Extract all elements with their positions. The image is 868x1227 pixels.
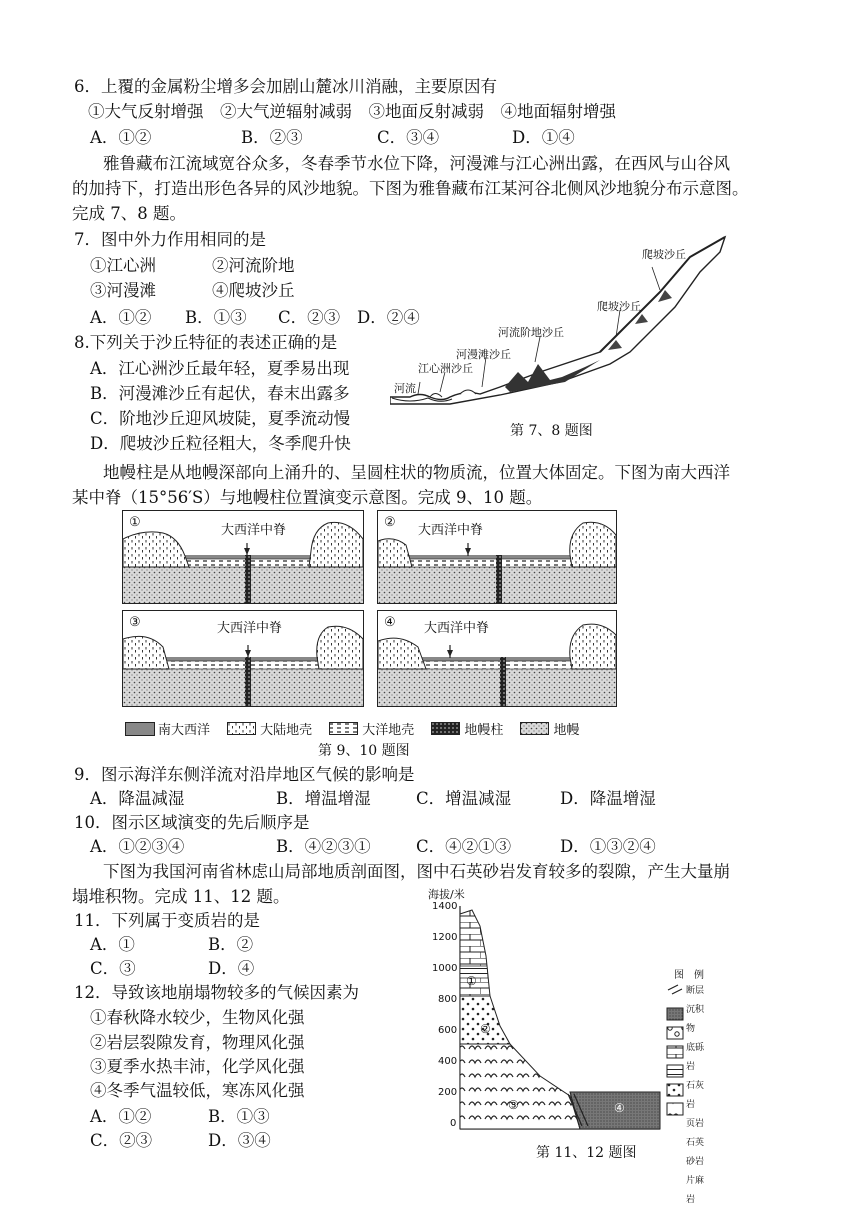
legend-swatch-continental (227, 722, 257, 736)
q7-option-b: B．①③ (185, 308, 247, 327)
intro78-line1: 雅鲁藏布江流域宽谷众多，冬春季节水位下降，河漫滩与江心洲出露，在西风与山谷风 (103, 154, 730, 173)
q9-option-d: D．降温增湿 (560, 789, 656, 808)
fig1112-marker-3: ③ (508, 1098, 519, 1112)
fig910-panel-2-num: ② (384, 515, 396, 530)
q12-item-3: ③夏季水热丰沛，化学风化强 (90, 1057, 305, 1076)
intro78-line2: 的加持下，打造出形色各异的风沙地貌。下图为雅鲁藏布江某河谷北侧风沙地貌分布示意图。 (72, 179, 749, 198)
fig910-panel-2 (377, 510, 617, 604)
legend-swatch-ocean (125, 722, 155, 736)
fig910-panel-4 (377, 610, 617, 707)
fig1112-ytick-0: 0 (450, 1118, 457, 1129)
q7-option-d: D．②④ (357, 308, 420, 327)
fig1112-ytick-1000: 1000 (432, 963, 458, 974)
intro910-line2: 某中脊（15°56′S）与地幔柱位置演变示意图。完成 9、10 题。 (72, 488, 543, 507)
q7-option-c: C．②③ (278, 308, 341, 327)
fig1112-marker-4: ④ (614, 1101, 625, 1115)
fig1112-ylabel: 海拔/米 (428, 888, 465, 901)
fig910-panel-4-title: 大西洋中脊 (424, 621, 490, 636)
legend-swatch-limestone (667, 1046, 683, 1058)
q12-stem: 12．导致该地崩塌物较多的气候因素为 (74, 983, 359, 1002)
fig1112-ytick-1200: 1200 (432, 932, 458, 943)
fig1112-ytick-200: 200 (438, 1087, 458, 1098)
fig1112-legend-title: 图 例 (674, 970, 704, 981)
legend-sandstone: 石英砂岩 (686, 1138, 705, 1167)
legend-plume: 地幔柱 (464, 723, 504, 738)
q8-stem: 8.下列关于沙丘特征的表述正确的是 (74, 333, 338, 352)
q8-option-b: B．河漫滩沙丘有起伏，春末出露多 (90, 384, 350, 403)
fig910-panel-2-title: 大西洋中脊 (418, 523, 484, 538)
fig910-panel-1-title: 大西洋中脊 (221, 523, 287, 538)
fig78-caption: 第 7、8 题图 (510, 423, 593, 439)
fig910-panel-4-num: ④ (384, 615, 396, 630)
q11-option-d: D．④ (208, 959, 255, 978)
q10-option-d: D．①③②④ (560, 837, 656, 856)
fig1112-ytick-800: 800 (438, 994, 458, 1005)
q10-option-b: B．④②③① (276, 837, 371, 856)
q6-stem: 6．上覆的金属粉尘增多会加剧山麓冰川消融，主要原因有 (74, 77, 497, 96)
legend-oceanic: 大洋地壳 (362, 723, 415, 738)
q11-stem: 11．下列属于变质岩的是 (74, 911, 260, 930)
fig1112-ytick-1400: 1400 (432, 901, 458, 912)
fig910-panel-3-num: ③ (129, 615, 141, 630)
fig1112-marker-1: ① (466, 974, 477, 988)
q12-item-2: ②岩层裂隙发育，物理风化强 (90, 1033, 305, 1052)
q12-option-b: B．①③ (208, 1107, 270, 1126)
legend-swatch-plume (431, 722, 461, 736)
q8-option-d: D．爬坡沙丘粒径粗大，冬季爬升快 (90, 434, 351, 453)
fig78-label-island: 江心洲沙丘 (418, 362, 473, 375)
legend-gneiss: 片麻岩 (686, 1176, 705, 1205)
fig910-legend (125, 718, 591, 738)
fig1112-marker-2: ② (480, 1022, 491, 1036)
fig910-panel-3-title: 大西洋中脊 (217, 621, 283, 636)
q7-stem: 7．图中外力作用相同的是 (74, 230, 266, 249)
q7-item-4: ④爬坡沙丘 (212, 281, 295, 300)
intro78-line3: 完成 7、8 题。 (72, 204, 186, 223)
fig78-label-climbing-1: 爬坡沙丘 (642, 248, 686, 261)
legend-swatch-mantle (520, 722, 550, 736)
q10-option-c: C．④②①③ (416, 837, 512, 856)
q8-option-c: C．阶地沙丘迎风坡陡，夏季流动慢 (90, 409, 351, 428)
fig910-panel-1-num: ① (129, 515, 141, 530)
legend-sediment: 沉积物 (686, 1005, 705, 1034)
fig1112-caption: 第 11、12 题图 (536, 1145, 637, 1161)
q7-item-2: ②河流阶地 (212, 256, 295, 275)
q9-option-b: B．增温增湿 (276, 789, 371, 808)
q7-item-3: ③河漫滩 (90, 281, 156, 300)
legend-ocean: 南大西洋 (158, 723, 211, 738)
fig910-panel-1 (122, 510, 364, 604)
q9-option-a: A．降温减湿 (90, 789, 185, 808)
legend-continental: 大陆地壳 (260, 723, 313, 738)
q6-option-b: B．②③ (241, 128, 303, 147)
q10-stem: 10．图示区域演变的先后顺序是 (74, 813, 310, 832)
q10-option-a: A．①②③④ (90, 837, 185, 856)
intro1112-line2: 塌堆积物。完成 11、12 题。 (72, 887, 290, 906)
q11-option-b: B．② (208, 935, 254, 954)
legend-shale: 页岩 (686, 1119, 705, 1129)
q8-option-a: A．江心洲沙丘最年轻，夏季易出现 (90, 359, 350, 378)
fig1112-ytick-600: 600 (438, 1025, 458, 1036)
q12-option-a: A．①② (90, 1107, 152, 1126)
intro1112-line1: 下图为我国河南省林虑山局部地质剖面图，图中石英砂岩发育较多的裂隙，产生大量崩 (103, 862, 730, 881)
q7-option-a: A．①② (90, 308, 152, 327)
fig78-label-floodplain: 河漫滩沙丘 (456, 348, 511, 361)
legend-swatch-sediment (667, 1008, 683, 1020)
legend-swatch-conglomerate (667, 1027, 683, 1039)
q6-option-d: D．①④ (512, 128, 575, 147)
legend-swatch-gneiss (667, 1103, 683, 1115)
legend-conglomerate: 底砾岩 (686, 1043, 705, 1072)
legend-swatch-oceanic (329, 722, 359, 736)
fig910-panel-3 (122, 610, 364, 707)
q6-option-a: A．①② (90, 128, 152, 147)
q7-item-1: ①江心洲 (90, 256, 156, 275)
q9-option-c: C．增温减湿 (416, 789, 512, 808)
legend-fault: 断层 (686, 986, 705, 996)
legend-mantle: 地幔 (553, 723, 580, 738)
fig1112-legend-labels (686, 982, 710, 1210)
fig78-label-terrace: 河流阶地沙丘 (498, 326, 564, 339)
q12-option-d: D．③④ (208, 1131, 271, 1150)
q9-stem: 9．图示海洋东侧洋流对沿岸地区气候的影响是 (74, 765, 415, 784)
legend-limestone: 石灰岩 (686, 1081, 705, 1110)
q6-items: ①大气反射增强 ②大气逆辐射减弱 ③地面反射减弱 ④地面辐射增强 (88, 102, 616, 121)
fig78-label-river: 河流 (394, 382, 416, 395)
intro910-line1: 地幔柱是从地幔深部向上涌升的、呈圆柱状的物质流，位置大体固定。下图为南大西洋 (103, 463, 730, 482)
legend-swatch-shale (667, 1065, 683, 1077)
q11-option-c: C．③ (90, 959, 136, 978)
fig910-caption: 第 9、10 题图 (318, 743, 410, 759)
q11-option-a: A．① (90, 935, 135, 954)
q6-option-c: C．③④ (377, 128, 440, 147)
q12-item-1: ①春秋降水较少，生物风化强 (90, 1008, 305, 1027)
q12-item-4: ④冬季气温较低，寒冻风化强 (90, 1081, 305, 1100)
fig78-label-climbing-2: 爬坡沙丘 (597, 300, 641, 313)
fig1112-ytick-400: 400 (438, 1056, 458, 1067)
legend-swatch-sandstone (667, 1084, 683, 1096)
q12-option-c: C．②③ (90, 1131, 153, 1150)
fig78-diagram (390, 232, 730, 412)
